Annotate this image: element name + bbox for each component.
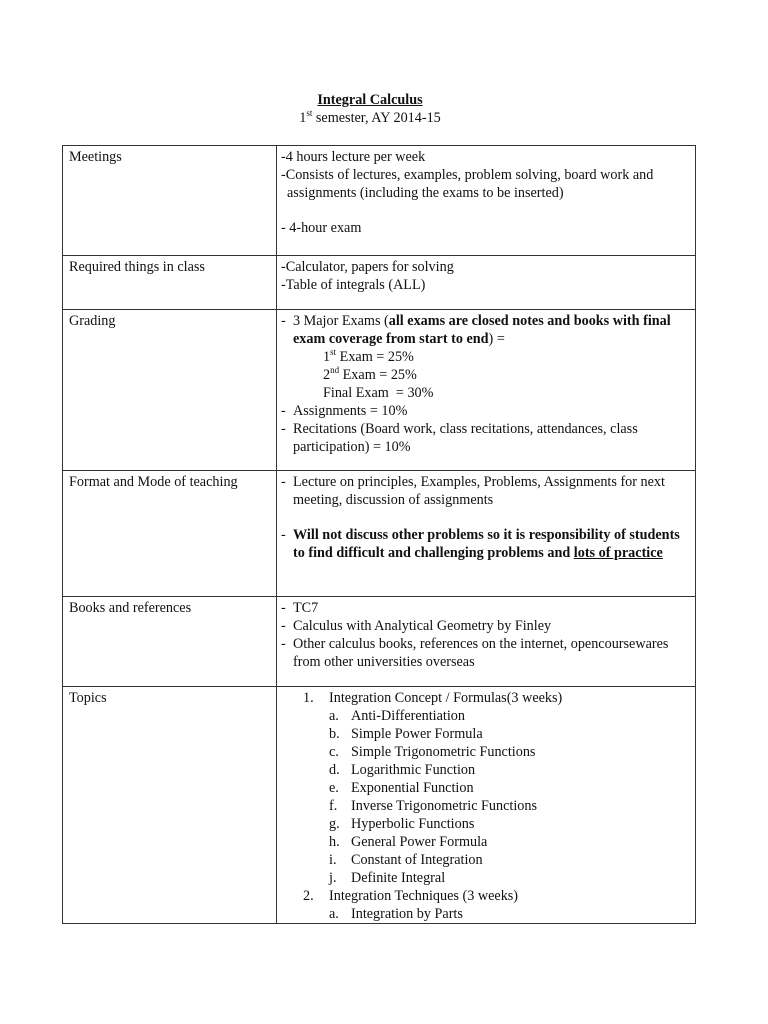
row-grading	[63, 310, 696, 471]
topic-item: 2. Integration Techniques (3 weeks)	[303, 888, 519, 904]
row-format	[63, 471, 696, 597]
required-line: -Calculator, papers for solving	[281, 259, 454, 275]
major-exams-suffix: ) =	[488, 331, 505, 347]
grading-content	[277, 310, 696, 471]
topics-label: Topics	[63, 687, 277, 924]
subtitle-number: 1	[299, 110, 307, 126]
subtopic-item: f. Inverse Trigonometric Functions	[329, 798, 538, 814]
row-required-things	[63, 256, 696, 310]
meetings-line: - 4-hour exam	[281, 220, 362, 236]
subtopic-item: i. Constant of Integration	[329, 852, 483, 868]
topics-content	[277, 687, 696, 924]
topic-item: 1. Integration Concept / Formulas(3 weeks)	[303, 690, 563, 706]
meetings-content	[277, 146, 696, 256]
subtopic-item: a. Anti-Differentiation	[329, 708, 465, 724]
book-item: - Other calculus books, references on the internet, opencoursewares from other universities overseas	[281, 636, 669, 670]
meetings-label: Meetings	[63, 146, 277, 256]
major-exams-note: all exams are closed notes and books with final exam coverage from start to end	[293, 313, 671, 347]
grading-label: Grading	[63, 310, 277, 471]
major-exams-prefix: 3 Major Exams (	[293, 313, 389, 329]
syllabus-table	[62, 145, 696, 924]
format-item: - Lecture on principles, Examples, Problems, Assignments for next meeting, discussion of assignments	[281, 474, 665, 508]
books-content	[277, 597, 696, 687]
books-label: Books and references	[63, 597, 277, 687]
book-item: - Calculus with Analytical Geometry by Finley	[281, 618, 552, 634]
meetings-line: -Consists of lectures, examples, problem solving, board work and	[281, 167, 654, 183]
exam-2-weight: 2nd Exam = 25%	[323, 365, 417, 383]
recitations-weight: - Recitations (Board work, class recitations, attendances, class participation) = 10%	[281, 421, 638, 455]
subtitle-superscript: st	[306, 108, 313, 118]
format-content	[277, 471, 696, 597]
row-topics	[63, 687, 696, 924]
subtopic-item: b. Simple Power Formula	[329, 726, 483, 742]
subtopic-item: c. Simple Trigonometric Functions	[329, 744, 536, 760]
subtopic-item: j. Definite Integral	[329, 870, 446, 886]
subtopic-item: g. Hyperbolic Functions	[329, 816, 475, 832]
required-label: Required things in class	[63, 256, 277, 310]
assignments-weight: - Assignments = 10%	[281, 403, 408, 419]
subtopic-item: h. General Power Formula	[329, 834, 488, 850]
exam-1-weight: 1st Exam = 25%	[323, 347, 414, 365]
required-line: -Table of integrals (ALL)	[281, 277, 426, 293]
row-books	[63, 597, 696, 687]
document-subtitle	[0, 110, 740, 127]
grading-major-exams: - 3 Major Exams (all exams are closed notes and books with final exam coverage from start to end) =	[281, 313, 671, 347]
subtopic-item: d. Logarithmic Function	[329, 762, 476, 778]
document-title: Integral Calculus	[317, 92, 423, 108]
subtopic-item: a. Integration by Parts	[329, 906, 463, 922]
row-meetings	[63, 146, 696, 256]
format-label: Format and Mode of teaching	[63, 471, 277, 597]
subtitle-text: semester, AY 2014-15	[312, 110, 441, 126]
meetings-line: -4 hours lecture per week	[281, 149, 426, 165]
required-content	[277, 256, 696, 310]
meetings-line: assignments (including the exams to be inserted)	[287, 185, 564, 201]
final-exam-weight: Final Exam = 30%	[323, 385, 434, 401]
book-item: - TC7	[281, 600, 319, 616]
lots-of-practice-emphasis: lots of practice	[573, 545, 663, 561]
format-item-warning: - Will not discuss other problems so it is responsibility of students to find difficult and challenging problems and lots of practice	[281, 527, 680, 561]
subtopic-item: e. Exponential Function	[329, 780, 474, 796]
